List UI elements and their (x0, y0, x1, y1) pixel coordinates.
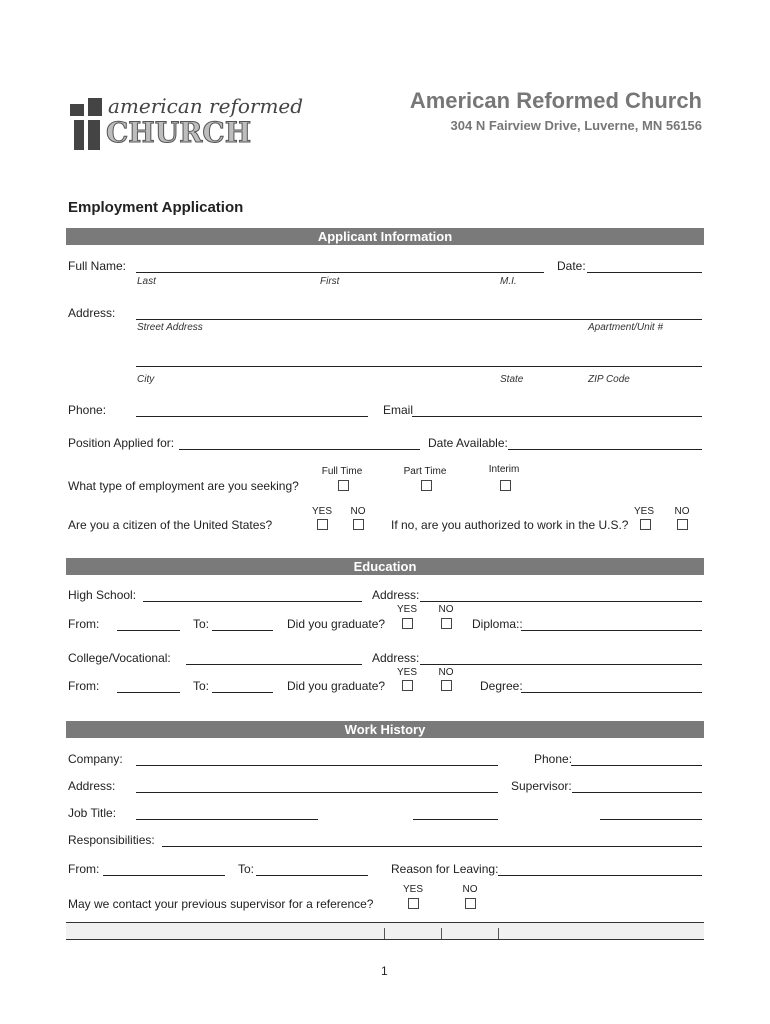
row-divider-1 (384, 928, 385, 939)
authorized-no-checkbox[interactable] (677, 519, 688, 530)
phone-label: Phone: (68, 403, 107, 417)
work-from-label: From: (68, 862, 100, 876)
form-title: Employment Application (68, 199, 244, 216)
authorized-question: If no, are you authorized to work in the U.S.? (391, 518, 629, 532)
citizen-yes-checkbox[interactable] (317, 519, 328, 530)
interim-label: Interim (488, 464, 520, 475)
logo-bottom-text: CHURCH (106, 116, 252, 149)
college-from-label: From: (68, 679, 100, 693)
job-title-field[interactable] (136, 819, 318, 820)
extra-field-2[interactable] (600, 819, 702, 820)
first-caption: First (320, 276, 340, 287)
college-to-field[interactable] (212, 692, 273, 693)
hs-graduate-question: Did you graduate? (287, 617, 386, 631)
responsibilities-label: Responsibilities: (68, 833, 155, 847)
work-from-field[interactable] (103, 875, 225, 876)
college-address-field[interactable] (420, 664, 702, 665)
church-logo (68, 92, 304, 154)
hs-no-label: NO (438, 604, 454, 615)
hs-from-field[interactable] (117, 630, 180, 631)
hs-address-field[interactable] (420, 601, 702, 602)
full-time-label: Full Time (321, 466, 363, 477)
part-time-label: Part Time (403, 466, 447, 477)
date-label: Date: (557, 259, 586, 273)
table-bottom-row (66, 922, 704, 940)
hs-to-field[interactable] (212, 630, 273, 631)
street-caption: Street Address (137, 322, 203, 333)
email-label: Email (383, 403, 414, 417)
college-yes-checkbox[interactable] (402, 680, 413, 691)
zip-caption: ZIP Code (588, 374, 630, 385)
college-address-label: Address: (372, 651, 420, 665)
page-number: 1 (381, 964, 388, 978)
position-label: Position Applied for: (68, 436, 175, 450)
work-to-field[interactable] (256, 875, 368, 876)
interim-checkbox[interactable] (500, 480, 511, 491)
hs-yes-label: YES (396, 604, 417, 615)
street-field[interactable] (136, 319, 702, 320)
citizen-yes-label: YES (311, 506, 332, 517)
contact-yes-checkbox[interactable] (408, 898, 419, 909)
extra-field-1[interactable] (413, 819, 498, 820)
phone-field[interactable] (136, 416, 368, 417)
full-name-field[interactable] (136, 272, 544, 273)
citizen-question: Are you a citizen of the United States? (68, 518, 273, 532)
hs-no-checkbox[interactable] (441, 618, 452, 629)
full-name-label: Full Name: (68, 259, 127, 273)
full-time-checkbox[interactable] (338, 480, 349, 491)
diploma-label: Diploma:: (472, 617, 523, 631)
college-yes-label: YES (396, 667, 417, 678)
hs-from-label: From: (68, 617, 100, 631)
degree-field[interactable] (521, 692, 702, 693)
responsibilities-field[interactable] (162, 846, 702, 847)
city-field[interactable] (136, 366, 702, 367)
mi-caption: M.I. (500, 276, 517, 287)
position-field[interactable] (179, 449, 420, 450)
supervisor-field[interactable] (572, 792, 702, 793)
college-no-label: NO (438, 667, 454, 678)
employment-question: What type of employment are you seeking? (68, 479, 299, 493)
date-available-field[interactable] (508, 449, 702, 450)
contact-no-label: NO (462, 884, 478, 895)
work-address-field[interactable] (136, 792, 498, 793)
company-field[interactable] (136, 765, 498, 766)
college-to-label: To: (193, 679, 210, 693)
church-name: American Reformed Church (409, 88, 702, 113)
hs-address-label: Address: (372, 588, 420, 602)
work-phone-label: Phone: (534, 752, 573, 766)
college-label: College/Vocational: (68, 651, 171, 665)
job-title-label: Job Title: (68, 806, 117, 820)
citizen-no-checkbox[interactable] (353, 519, 364, 530)
row-divider-3 (498, 928, 499, 939)
section-bar-work: Work History (66, 721, 704, 738)
hs-to-label: To: (193, 617, 210, 631)
work-address-label: Address: (68, 779, 116, 793)
hs-yes-checkbox[interactable] (402, 618, 413, 629)
reason-field[interactable] (498, 875, 702, 876)
authorized-no-label: NO (674, 506, 690, 517)
contact-no-checkbox[interactable] (465, 898, 476, 909)
part-time-checkbox[interactable] (421, 480, 432, 491)
college-no-checkbox[interactable] (441, 680, 452, 691)
work-phone-field[interactable] (571, 765, 702, 766)
authorized-yes-label: YES (633, 506, 654, 517)
state-caption: State (500, 374, 524, 385)
section-bar-education: Education (66, 558, 704, 575)
address-label: Address: (68, 306, 116, 320)
contact-question: May we contact your previous supervisor for a reference? (68, 897, 374, 911)
date-available-label: Date Available: (428, 436, 508, 450)
date-field[interactable] (587, 272, 702, 273)
high-school-field[interactable] (143, 601, 362, 602)
church-address: 304 N Fairview Drive, Luverne, MN 56156 (450, 118, 702, 133)
college-graduate-question: Did you graduate? (287, 679, 386, 693)
college-field[interactable] (186, 664, 362, 665)
contact-yes-label: YES (402, 884, 423, 895)
reason-label: Reason for Leaving: (391, 862, 499, 876)
college-from-field[interactable] (117, 692, 180, 693)
city-caption: City (137, 374, 155, 385)
section-bar-applicant: Applicant Information (66, 228, 704, 245)
company-label: Company: (68, 752, 123, 766)
logo-top-text: american reformed (108, 94, 304, 118)
diploma-field[interactable] (521, 630, 702, 631)
high-school-label: High School: (68, 588, 137, 602)
degree-label: Degree: (480, 679, 523, 693)
cross-logo-icon (68, 94, 108, 154)
last-caption: Last (137, 276, 156, 287)
citizen-no-label: NO (350, 506, 366, 517)
apt-caption: Apartment/Unit # (588, 322, 664, 333)
email-field[interactable] (412, 416, 702, 417)
work-to-label: To: (238, 862, 255, 876)
supervisor-label: Supervisor: (511, 779, 572, 793)
authorized-yes-checkbox[interactable] (640, 519, 651, 530)
row-divider-2 (441, 928, 442, 939)
